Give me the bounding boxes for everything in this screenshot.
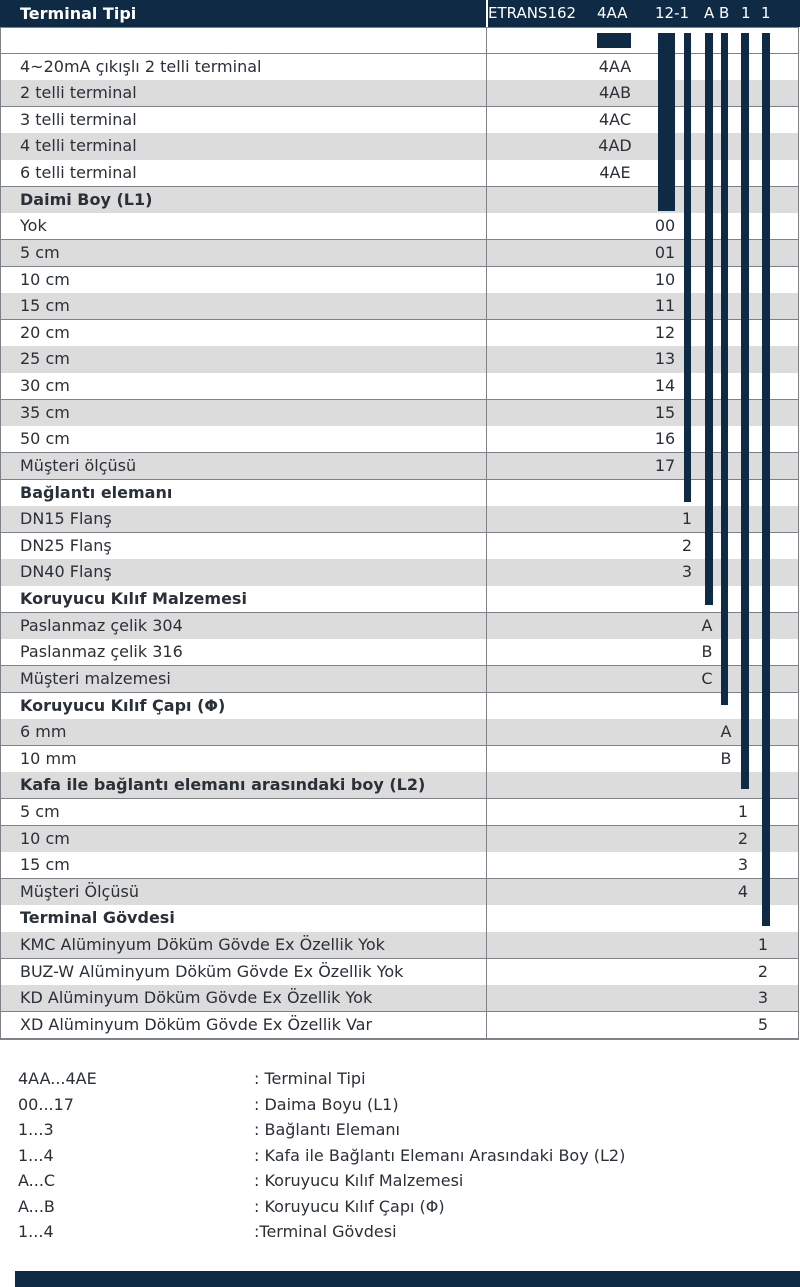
row-code: 2 [737,828,749,848]
row-code: 4AA [598,56,632,76]
table-row [0,826,799,853]
column-divider [486,107,487,134]
table-row [0,213,799,240]
bar-terminal [597,33,631,48]
table-row [0,985,799,1012]
row-label: DN15 Flanş [20,509,112,529]
table-row [0,613,799,640]
row-code: 17 [654,455,676,475]
column-divider [486,346,487,373]
legend-key: A...C [18,1171,56,1190]
table-row [0,799,799,826]
table-row [0,320,799,347]
column-divider [486,373,487,400]
table-row [0,80,799,107]
row-code: 15 [654,402,676,422]
table-row [0,133,799,160]
legend-key: 1...4 [18,1222,54,1241]
column-divider [486,400,487,427]
column-divider [486,506,487,533]
section-heading-cap [0,693,799,720]
row-label: Bağlantı elemanı [20,482,173,502]
row-label: 15 cm [20,855,70,875]
column-divider [486,879,487,906]
header-code-terminal: 4AA [597,4,628,22]
row-code: 13 [654,349,676,369]
row-label: 4~20mA çıkışlı 2 telli terminal [20,56,262,76]
row-code: 4AE [599,163,631,183]
column-divider [486,293,487,320]
footer-bar [15,1271,800,1287]
table-row [0,1012,799,1039]
row-label: Daimi Boy (L1) [20,189,153,209]
row-code: 2 [757,961,769,981]
row-label: 15 cm [20,296,70,316]
column-divider [486,133,487,160]
table-row [0,426,799,453]
row-code: B [720,748,732,768]
column-divider [486,586,487,613]
bar-cap [721,33,728,705]
row-label: XD Alüminyum Döküm Gövde Ex Özellik Var [20,1014,373,1034]
table-row [0,959,799,986]
row-label: 5 cm [20,801,60,821]
table-row [0,293,799,320]
table-row [0,533,799,560]
column-divider [486,613,487,640]
column-divider [486,1012,487,1039]
row-label: KD Alüminyum Döküm Gövde Ex Özellik Yok [20,988,373,1008]
row-label: DN25 Flanş [20,535,112,555]
row-code: A [720,722,732,742]
row-code: 00 [654,216,676,236]
table-row [0,267,799,294]
column-divider [486,533,487,560]
legend-key: 1...3 [18,1120,54,1139]
row-code: A [701,615,713,635]
legend-value: : Bağlantı Elemanı [254,1120,400,1139]
table-row [0,932,799,959]
blank-row [0,27,799,54]
row-label: KMC Alüminyum Döküm Gövde Ex Özellik Yok [20,935,385,955]
table-header [0,0,800,27]
column-divider [486,160,487,187]
section-heading-baglanti [0,480,799,507]
row-label: 50 cm [20,429,70,449]
column-divider [486,932,487,959]
section-heading-l1 [0,187,799,214]
table-row [0,559,799,586]
bar-baglanti [684,33,691,502]
row-label: 6 telli terminal [20,163,137,183]
row-label: 10 mm [20,748,77,768]
row-code: 01 [654,242,676,262]
legend-key: A...B [18,1196,55,1216]
table-row [0,719,799,746]
row-label: 10 cm [20,828,70,848]
bar-govde [762,33,770,926]
row-code: 1 [737,801,749,821]
row-code: 1 [681,509,693,529]
table-row [0,506,799,533]
row-label: BUZ-W Alüminyum Döküm Gövde Ex Özellik Yok [20,961,404,981]
header-code-l1: 12-1 [655,4,690,22]
header-model: ETRANS162 [488,4,577,22]
row-code: 11 [654,296,676,316]
legend-key: 1...4 [18,1145,54,1165]
column-divider [486,693,487,720]
row-code: 4 [737,881,749,901]
column-divider [486,453,487,480]
column-divider [486,267,487,294]
row-label: 3 telli terminal [20,109,137,129]
column-divider [486,27,487,54]
column-divider [486,426,487,453]
row-code: 3 [737,855,749,875]
row-label: 20 cm [20,322,70,342]
row-label: 2 telli terminal [20,83,137,103]
table-row [0,852,799,879]
column-divider [486,639,487,666]
column-divider [486,719,487,746]
row-label: 30 cm [20,376,70,396]
row-label: Kafa ile bağlantı elemanı arasındaki boy (L2) [20,775,426,795]
table-row [0,107,799,134]
column-divider [486,240,487,267]
section-heading-govde [0,905,799,932]
column-divider [486,320,487,347]
table-row [0,666,799,693]
table-row [0,746,799,773]
row-code: 5 [757,1014,769,1034]
row-label: Yok [20,216,47,236]
row-label: 6 mm [20,722,67,742]
row-label: 25 cm [20,349,70,369]
table-row [0,160,799,187]
column-divider [486,772,487,799]
column-divider [486,826,487,853]
column-divider [486,799,487,826]
row-code: B [701,642,713,662]
row-label: 35 cm [20,402,70,422]
row-label: Paslanmaz çelik 316 [20,642,183,662]
row-label: Müşteri ölçüsü [20,455,137,475]
row-code: 3 [681,562,693,582]
row-code: 4AD [598,136,632,156]
legend-value: : Terminal Tipi [254,1069,366,1088]
row-code: 16 [654,429,676,449]
column-divider [486,187,487,214]
row-code: 10 [654,269,676,289]
row-code: 14 [654,376,676,396]
bar-l1 [658,33,675,211]
header-code-cap: B [719,4,730,22]
section-heading-malzeme [0,586,799,613]
row-label: Paslanmaz çelik 304 [20,615,183,635]
column-divider [486,559,487,586]
legend-value: : Kafa ile Bağlantı Elemanı Arasındaki Boy (L2) [254,1145,626,1165]
bar-l2 [741,33,749,789]
row-label: 10 cm [20,269,70,289]
row-label: DN40 Flanş [20,562,112,582]
header-code-malzeme: A [704,4,715,22]
bar-malzeme [705,33,713,605]
column-divider [486,666,487,693]
column-divider [486,985,487,1012]
row-code: 4AC [598,109,631,129]
column-divider [486,480,487,507]
header-code-l2: 1 [741,4,751,22]
column-divider [486,852,487,879]
column-divider [486,905,487,932]
row-code: 2 [681,535,693,555]
row-label: Koruyucu Kılıf Çapı (Φ) [20,695,226,715]
column-divider [486,54,487,81]
legend-value: : Koruyucu Kılıf Çapı (Φ) [254,1196,445,1216]
column-divider [486,959,487,986]
table-row [0,346,799,373]
legend-key: 4AA...4AE [18,1069,97,1088]
row-label: Müşteri malzemesi [20,668,171,688]
header-code-govde: 1 [761,4,771,22]
header-title: Terminal Tipi [20,4,137,23]
table-row [0,453,799,480]
row-code: 1 [757,935,769,955]
legend-value: :Terminal Gövdesi [254,1222,397,1241]
row-label: 4 telli terminal [20,136,137,156]
row-label: Müşteri Ölçüsü [20,881,139,901]
row-label: 5 cm [20,242,60,262]
row-code: C [701,668,713,688]
table-row [0,54,799,81]
table-row [0,373,799,400]
column-divider [486,746,487,773]
table-row [0,240,799,267]
section-heading-l2 [0,772,799,799]
table-row [0,400,799,427]
column-divider [486,80,487,107]
column-divider [486,213,487,240]
legend-value: : Daima Boyu (L1) [254,1094,399,1114]
row-code: 4AB [598,83,632,103]
row-label: Koruyucu Kılıf Malzemesi [20,589,247,609]
row-code: 3 [757,988,769,1008]
row-label: Terminal Gövdesi [20,908,175,928]
table-row [0,639,799,666]
row-code: 12 [654,322,676,342]
legend-value: : Koruyucu Kılıf Malzemesi [254,1171,464,1190]
table-row [0,879,799,906]
legend-key: 00...17 [18,1094,74,1114]
